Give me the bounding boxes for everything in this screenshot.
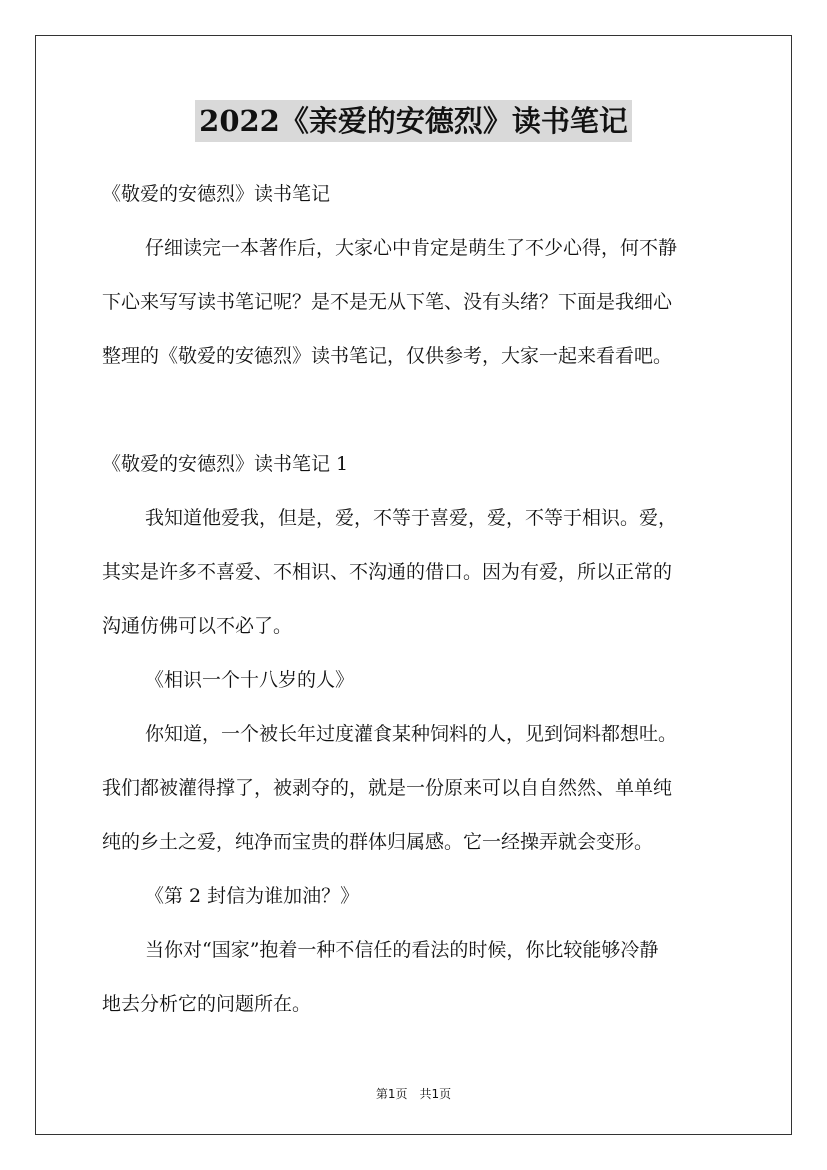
paragraph-line: 纯的乡土之爱，纯净而宝贵的群体归属感。它一经操弄就会变形。 [102,831,654,853]
title-container [0,100,827,142]
subheading: 《相识一个十八岁的人》 [145,669,355,691]
paragraph-line: 地去分析它的问题所在。 [102,993,312,1015]
paragraph-line: 当你对“国家”抱着一种不信任的看法的时候，你比较能够冷静 [145,939,659,961]
section-heading: 《敬爱的安德烈》读书笔记 1 [102,453,349,475]
paragraph-line: 你知道，一个被长年过度灌食某种饲料的人，见到饲料都想吐。 [145,723,678,745]
subheading: 《第 2 封信为谁加油？》 [145,885,360,907]
paragraph-line: 沟通仿佛可以不必了。 [102,615,293,637]
document-title: 2022《亲爱的安德烈》读书笔记 [195,100,632,142]
paragraph-line: 下心来写写读书笔记呢？是不是无从下笔、没有头绪？下面是我细心 [102,291,673,313]
page-number-footer: 第1页 共1页 [375,1087,452,1101]
paragraph-line: 我知道他爱我，但是，爱，不等于喜爱，爱，不等于相识。爱， [145,507,678,529]
paragraph-line: 仔细读完一本著作后，大家心中肯定是萌生了不少心得，何不静 [145,237,678,259]
intro-heading: 《敬爱的安德烈》读书笔记 [102,183,331,205]
paragraph-line: 其实是许多不喜爱、不相识、不沟通的借口。因为有爱，所以正常的 [102,561,673,583]
paragraph-line: 整理的《敬爱的安德烈》读书笔记，仅供参考，大家一起来看看吧。 [102,345,673,367]
paragraph-line: 我们都被灌得撑了，被剥夺的，就是一份原来可以自自然然、单单纯 [102,777,673,799]
